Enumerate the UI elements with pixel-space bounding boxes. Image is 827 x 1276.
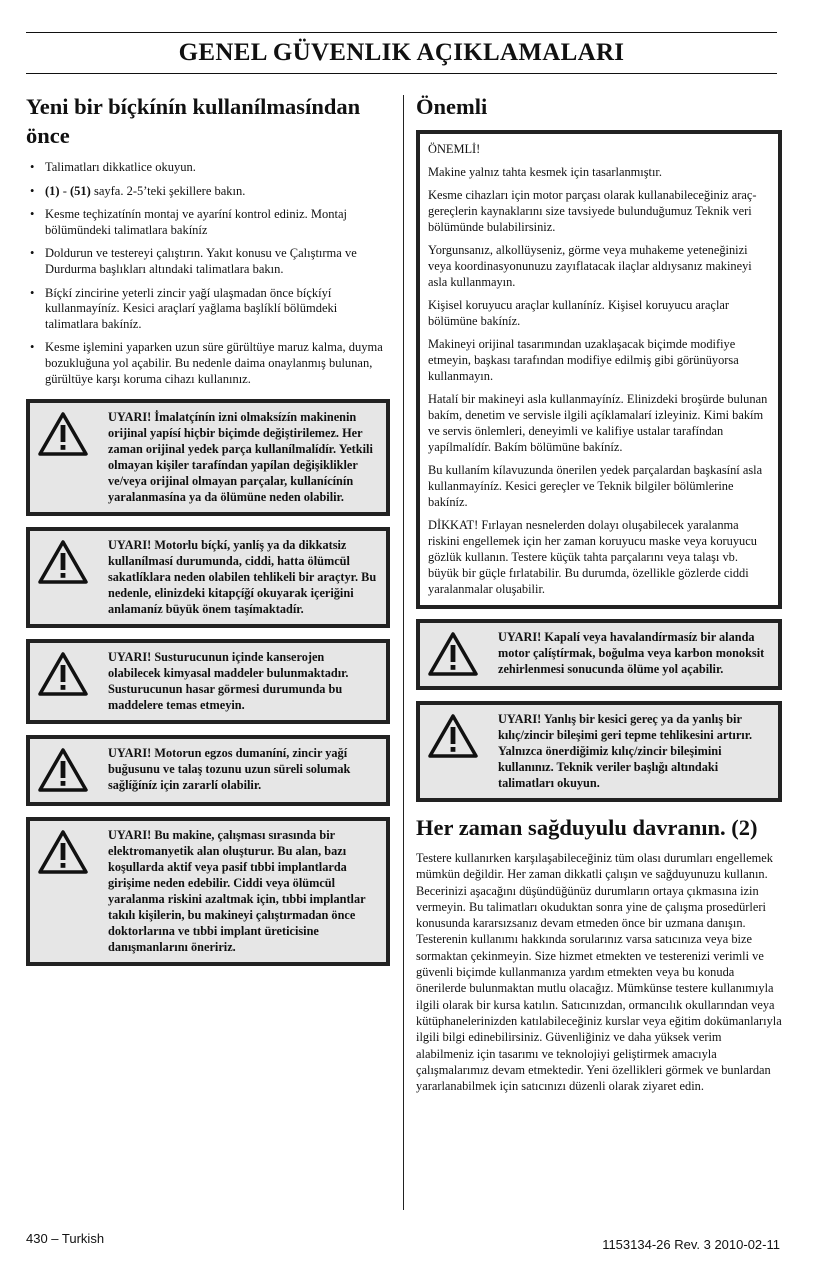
column-divider xyxy=(403,95,404,1210)
bullet-item: • Talimatları dikkatlice okuyun. xyxy=(26,160,390,176)
section-body-text: Testere kullanırken karşılaşabileceğiniz tüm olası durumları engellemek mümkün değildir. Her zaman dikkatli çalışın ve sağduyunuzu kullanın. Becerinizi aşacağını düşündüğünüz durumların ortaya çıkmasına izin vermeyin. Bu talimatları okuduktan sonra yine de çalışma prosedürleri konusunda kararsızsanız devam etmeden önce bir uzmana danışın. Testerenin kullanımı hakkında sorularınız varsa satıcınıza veya bize sormaktan çekinmeyin. Size hizmet etmekten ve testerenizi verimli ve güvenli biçimde kullanmanıza yardım etmekten veya bu konuda önerilerde bulunmaktan mutlu olacağız. Mümkünse testere kullanımıyla ilgili olarak bir kursa katılın. Satıcınızdan, ormancılık okullarından veya kütüphanelerinizden katılabileceğiniz kurslar veya eğitim dokümanlarıyla ilgili bilgi edinebilirsiniz. Güvenliğiniz ve daha yüksek verim alabilmeniz için tasarımı ve teknolojiyi geliştirmek amacıyla çalışmalarımız devam etmektedir. Yeni özellikleri görmek ve bunlardan yararlanabilmek için satıcınızı düzenli olarak ziyaret edin. xyxy=(416,851,782,1094)
warning-box xyxy=(416,619,782,690)
right-heading: Önemli xyxy=(416,94,488,119)
page-title: GENEL GÜVENLIK AÇIKLAMALARI xyxy=(178,39,625,66)
right-column xyxy=(416,92,782,1094)
bullet-text: sayfa. 2-5’teki şekillere bakın. xyxy=(90,183,246,198)
warning-box xyxy=(26,817,390,966)
warning-text: UYARI! Kapalí veya havalandírmasíz bir alanda motor çalíştírmak, boğulma veya karbon monoksit zehirlenmesi sonucunda ölüme yol açabilir. xyxy=(498,630,765,676)
bullet-item: • Bíçkí zincirine yeterli zincir yağí ulaşmadan önce bíçkíyí kullanmayíníz. Kesici araçlarí yağlama başlíklí bölümdeki talimatlara bakíníz. xyxy=(26,286,390,333)
left-warnings xyxy=(26,399,390,966)
warning-box xyxy=(26,527,390,628)
warning-text: UYARI! Susturucunun içinde kanserojen olabilecek kimyasal maddeler bulunmaktadır. Susturucunun hasar görmesi durumunda bu maddelere temas etmeyin. xyxy=(108,650,349,713)
warning-box xyxy=(26,735,390,806)
important-notice-box xyxy=(416,130,782,609)
warning-text: UYARI! Yanlış bir kesici gereç ya da yanlış bir kılıç/zincir bileşimi geri tepme tehlikesini artırır. Yalnızca önerdiğimiz kılıç/zincir bileşimini kullanınız. Teknik veriler başlığı altındaki talimatları okuyun. xyxy=(498,712,753,790)
warning-triangle-icon xyxy=(37,829,95,877)
notice-paragraph: Bu kullaním kílavuzunda önerilen yedek parçalardan başkasíní asla kullanmayíníz. Kesici gereçler ve Teknik bilgiler bölümlerine bakíníz. xyxy=(428,463,763,509)
warning-box xyxy=(26,639,390,724)
bullet-item: • Kesme işlemini yaparken uzun süre gürültüye maruz kalma, duyma bozukluğuna yol açabilir. Bu nedenle daima onaylanmış bulunan, gürültüye karşı koruma cihazı kullanınız. xyxy=(26,340,390,387)
bullet-item: • Doldurun ve testereyi çalıştırın. Yakıt konusu ve Çalıştırma ve Durdurma başlıkları altındaki talimatlara bakın. xyxy=(26,246,390,277)
warning-triangle-icon xyxy=(427,713,485,761)
warning-text: UYARI! İmalatçínín izni olmaksízín makinenin orijinal yapísí hiçbir biçimde değiştirilemez. Her zaman orijinal yedek parça kullanílmalídír. Yetkili olmayan kişiler tarafíndan yapílan değişiklikler ve/veya orijinal olmayan parçalar, kullanícínín yaralanmasína ya da ölümüne neden olabilir. xyxy=(108,410,373,505)
notice-paragraph: Makineyi orijinal tasarımından uzaklaşacak biçimde modifiye etmeyin, başkası tarafından modifiye edilmiş gibi görünüyorsa kullanmayın. xyxy=(428,337,739,383)
warning-triangle-icon xyxy=(37,411,95,459)
warning-text: UYARI! Motorun egzos dumaníní, zincir yağí buğusunu ve talaş tozunu uzun süreli solumak sağlíğíníz için zararlí olabilir. xyxy=(108,746,351,793)
section-heading: Her zaman sağduyulu davranın. (2) xyxy=(416,815,758,840)
notice-paragraph: Makine yalnız tahta kesmek için tasarlanmıştır. xyxy=(428,165,662,179)
notice-paragraph: DİKKAT! Fırlayan nesnelerden dolayı oluşabilecek yaralanma riskini engellemek için her zaman koruyucu maske veya koruyucu gözlük kullanın. Testere küçük tahta parçalarını veya talaşı vb. büyük bir güçle fırlatabilir. Bu durumda, özellikle gözlerde ciddi yaralanmalar oluşabilir. xyxy=(428,518,757,596)
bullet-item xyxy=(26,184,390,200)
figure-ref: (51) xyxy=(70,183,91,198)
warning-box xyxy=(26,399,390,516)
ref-separator: - xyxy=(59,183,70,198)
warning-box xyxy=(416,701,782,802)
page-number: 430 – Turkish xyxy=(26,1231,105,1246)
left-column xyxy=(26,92,390,977)
warning-text: UYARI! Bu makine, çalışması sırasında bir elektromanyetik alan oluşturur. Bu alan, bazı koşullarda aktif veya pasif tıbbi implantlarda girişime neden edebilir. Ciddi veya ölümcül yaralanma riskini azaltmak için, tıbbi implantlar takılı kişilerin, bu makineyi çalıştırmadan önce doktorlarına ve tıbbi implant üreticisine danışmanlarını öneririz. xyxy=(108,828,366,955)
left-heading: Yeni bir bíçkínín kullanílmasíndan önce xyxy=(26,94,361,148)
warning-triangle-icon xyxy=(427,631,485,679)
bullet-list xyxy=(26,160,390,387)
warning-triangle-icon xyxy=(37,651,95,699)
notice-paragraph: Yorgunsanız, alkollüyseniz, görme veya muhakeme yeteneğinizi veya koordinasyonunuzu zayıflatacak ilaçlar aldıysanız makineyi asla kullanmayın. xyxy=(428,243,752,289)
notice-paragraph: Kişisel koruyucu araçlar kullaníníz. Kişisel koruyucu araçlar bölümüne bakíníz. xyxy=(428,298,730,328)
notice-paragraph: Hatalí bir makineyi asla kullanmayíníz. Elinizdeki broşürde bulunan bakím, denetim ve servisle ilgili açíklamalarí izleyiniz. Kimi bakím ve servis önlemleri, deneyimli ve kalifiye ustalar tarafíndan yapílmalídír. Bakím bölümüne bakíníz. xyxy=(428,392,768,454)
bullet-item: • Kesme teçhizatínín montaj ve ayaríní kontrol ediniz. Montaj bölümündeki talimatlara bakíníz xyxy=(26,207,390,238)
page-title-bar xyxy=(26,32,777,74)
warning-triangle-icon xyxy=(37,539,95,587)
document-reference: 1153134-26 Rev. 3 2010-02-11 xyxy=(602,1237,780,1252)
notice-paragraph: Kesme cihazları için motor parçası olarak kullanabileceğiniz araç-gereçlerin kaynaklarını size tavsiyede bulunduğumuz Teknik veri bölümünde bulabilirsiniz. xyxy=(428,188,757,234)
notice-paragraph: ÖNEMLİ! xyxy=(428,142,481,156)
warning-triangle-icon xyxy=(37,747,95,795)
right-warnings xyxy=(416,619,782,802)
figure-ref: (1) xyxy=(45,183,60,198)
warning-text: UYARI! Motorlu bíçkí, yanlíş ya da dikkatsiz kullanílmasí durumunda, ciddi, hatta ölümcül sakatlíklara neden olabilen tehlikeli bir araçtyr. Bu nedenle, elinizdeki kitapçíğí okuyarak içeriğini anlamaníz büyük önem taşímaktadír. xyxy=(108,538,377,617)
